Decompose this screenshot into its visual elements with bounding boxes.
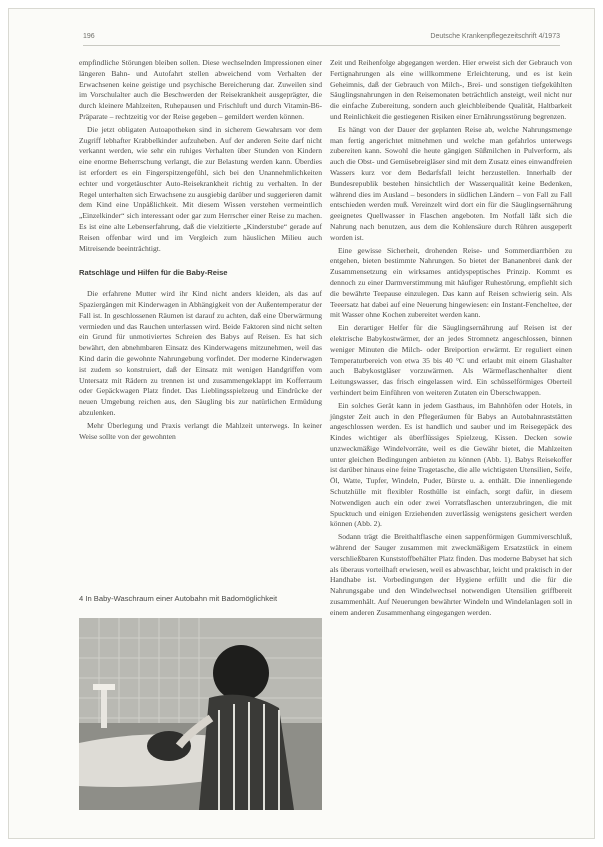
paragraph: Mehr Überlegung und Praxis verlangt die Mahlzeit unterwegs. In keiner Weise sollte von der gewohnten	[79, 420, 322, 441]
baby-washroom-photo-illustration	[79, 618, 322, 810]
paragraph: Die erfahrene Mutter wird ihr Kind nicht anders kleiden, als das auf Spaziergängen mit Kinderwagen in Abhängigkeit von der Außentemperatur der Fall ist. In geschlossenen Räumen ist darauf zu achten, daß eine Überwärmung vermieden und das Rauchen unterlassen wird. Beide Faktoren sind nicht selten ein Grund für unmotiviertes Schreien des Babys auf Reisen. Es hat sich bewährt, den abnehmbaren Einsatz des Kinderwagens mitzunehmen, weil das Kind darin die gewohnte Nahrungebung vorfindet. Der moderne Kinderwagen ist zudem so konstruiert, daß der Einsatz mit wenigen Handgriffen vom Untersatz mit Rädern zu trennen ist und zusammengeklappt im Kofferraum oder Gepäckwagen Platz findet. Das Lieblingsspielzeug und Eindrücke der neuen Umgebung reichen aus, den Säugling bis zur natürlichen Ermüdung abzulenken.	[79, 289, 322, 417]
paragraph: Es hängt von der Dauer der geplanten Reise ab, welche Nahrungsmenge man fertig angerichtet mitnehmen und welche man gefahrlos unterwegs zubereiten kann. Sowohl die heute gängigen Süßmilchen in Pulverform, als auch die Obst- und Gemüsebreigläser sind mit dem Zusatz eines einwandfreien Wassers kurz vor dem Bedarfsfall leicht herzustellen. Innerhalb der Bundesrepublik bestehen hinsichtlich der Wasserqualität keine Bedenken, während dies im Ausland – besonders in südlichen Ländern – von Fall zu Fall entschieden werden muß. Vereinzelt wird dort ein für die Säuglingsernährung geeignetes Quellwasser in Flaschen angeboten. Im Notfall läßt sich die Nahrung nach benutzen, aus dem die Kohlensäure durch Rühren ausgeperlt worden ist.	[330, 124, 572, 242]
right-column	[330, 58, 572, 621]
paragraph: Zeit und Reihenfolge abgegangen werden. Hier erweist sich der Gebrauch von Fertignahrungen als eine willkommene Erleichterung, und es ist kein Geheimnis, daß der Gebrauch von Milch-, Brei- und sonstigen tiefgekühlten Säuglingsnahrungen in den Reisemonaten beträchtlich ansteigt, weil nicht nur die einfache Zubereitung, sondern auch gleichbleibende Qualität, Haltbarkeit und Reinlichkeit die gestiegenen Risiken einer Ernährungsstörung begrenzen.	[330, 58, 572, 121]
paragraph: Eine gewisse Sicherheit, drohenden Reise- und Sommerdiarrhöen zu entgehen, bieten bestimmte Nahrungen. So bietet der Bananenbrei dank der Zusammensetzung ein wirksames antidyspeptisches Prinzip. Kommt es dennoch zu einer Darmverstimmung mit häufiger Ruhestörung, empfiehlt sich die bewährte Teepause einzulegen. Das kann auf Reisen schwierig sein. Als Teeersatz hat dabei auf eine Neuerung hingewiesen: ein Instant-Fencheltee, der mit Wasser ohne Kochen zubereitet werden kann.	[330, 245, 572, 320]
figure-photo	[79, 618, 322, 810]
left-column	[79, 58, 322, 444]
section-heading: Ratschläge und Hilfen für die Baby-Reise	[79, 268, 228, 278]
paragraph: Die jetzt obligaten Autoapotheken sind in sicherem Gewahrsam vor dem Zugriff lebhafter Krabbelkinder aufzuheben. Auf der anderen Seite darf nicht verkannt werden, wie sehr ein ruhiges Verhalten über Stunden von Kindern eine enorme Beherrschung verlangt, die zur Belastung werden kann. Überdies ist erfordert es ein Fingerspitzengefühl, sich bei den Unannehmlichkeiten echter und vorgetäuschter Auto-Reisekrankheit richtig zu verhalten. In der Regel unterhalten sich Erwachsene zu ausgiebig darüber und suggerieren damit dem Kind eine Unpäßlichkeit. Mit diesem Wissen verstehen vermeintlich „Einzelkinder“ sich interessant oder gar zum Herrscher einer Reise zu machen. Es ist eine alte Lebenserfahrung, daß die vielzitierte „Kinderstube“ gerade auf Reisen offenbar wird und im Vergleich zum häuslichen Milieu auch Mitreisende beeinträchtigt.	[79, 124, 322, 253]
paragraph: empfindliche Störungen bleiben sollen. Diese wechselnden Impressionen einer längeren Bahn- und Autofahrt stellen abweichend vom Verhalten der Erwachsenen keine geistige und psychische Bereicherung dar. Zuweilen sind im Vorschulalter auch die Beschwerden der Reisekrankheit ausgeprägter, die durch kleinere Mahlzeiten, Ruhepausen und Frischluft und durch Vitamin-B6-Präparate – rechtzeitig vor der Reise gegeben – gemildert werden können.	[79, 58, 322, 121]
paragraph: Sodann trägt die Breithaltflasche einen sappenförmigen Gummiverschluß, während der Sauger zusammen mit zweckmäßigem Ersatzstück in einem verschließbaren Kunststoffbehälter Platz finden. Das moderne Babyset hat sich als überaus vorteilhaft erwiesen, weil es abwaschbar, leicht und praktisch in der Handhabe ist. Vorbedingungen der Hygiene erfüllt und die für die Nahrungsgabe und den Windelwechsel notwendigen Utensilien griffbereit zusammenhält. Auf Neuerungen bewährter Windeln und Windelanlagen soll in einem anderen Zusammenhang eingegangen werden.	[330, 532, 572, 617]
page-number: 196	[83, 33, 95, 40]
paragraph: Ein solches Gerät kann in jedem Gasthaus, im Bahnhöfen oder Hotels, in jüngster Zeit auch in den Pflegeräumen für Babys an Autobahnraststätten angeschlossen werden. Es ist handlich und sauber und im Reisegepäck des Kindes wichtiger als überflüssiges Spielzeug, Kissen. Decken sowie unzweckmäßige Windelvorräte, weil es die Gewähr bietet, die Mahlzeiten unter gleichen Bedingungen anbieten zu können (Abb. 1). Babys Reisekoffer ist darüber hinaus eine feine Tragetasche, die alle wichtigsten Utensilien, Seife, Öl, Watte, Tupfer, Windeln, Puder, Bürste u. a. enthält. Die innenliegende Schutzhülle mit flexibler Rosthülle ist einfach, sorgt dafür, in diesem Notwendigen auch ein oder zwei Vorratsflaschen unterzubringen, die mit Spucktuch und einigen Erziehenden zuverlässig wenigstens gesichert werden können (Abb. 2).	[330, 400, 572, 529]
running-header	[83, 31, 560, 46]
journal-title: Deutsche Krankenpflegezeitschrift 4/1973	[430, 33, 560, 40]
figure-caption: 4 In Baby-Waschraum einer Autobahn mit Badomöglichkeit	[79, 594, 278, 603]
paragraph: Ein derartiger Helfer für die Säuglingsernährung auf Reisen ist der elektrische Babykostwärmer, der an jedes Stromnetz angeschlossen, binnen weniger Minuten die Milch- oder Breiportion erwärmt. Er reguliert einen Temperaturbereich von etwa 35 bis 40 °C und erlaubt mit einem Glashalter auch Babykostgläser vorzuwärmen. Als Wärmeflaschenhalter dient Leitungswasser, das frisch eingelassen wird. Ein schüsselförmiges Oberteil verhindert beim Einführen von weiteren Zutaten ein Überschwappen.	[330, 323, 572, 397]
